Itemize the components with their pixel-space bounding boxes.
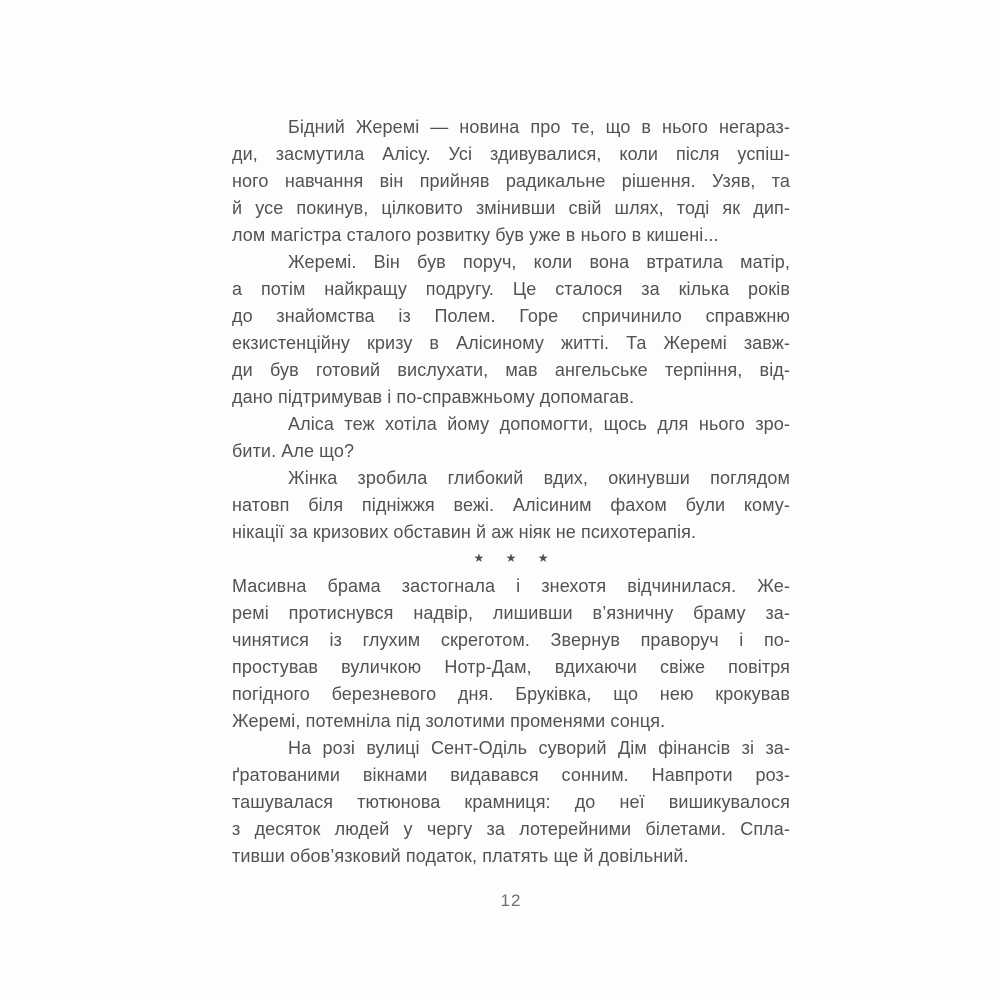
paragraph-line: ремі протиснувся надвір, лишивши в’язничну браму за- — [232, 603, 790, 623]
paragraph-line: бити. Але що? — [232, 441, 355, 461]
section-separator: ★ ★ ★ — [473, 551, 558, 565]
paragraph-line: Жеремі, потемніла під золотими променями сонця. — [232, 711, 666, 731]
paragraph-line: тивши обов’язковий податок, платять ще й довільний. — [232, 846, 689, 866]
paragraph-line: лом магістра сталого розвитку був уже в нього в кишені... — [232, 225, 719, 245]
paragraph-line: Масивна брама застогнала і знехотя відчинилася. Же- — [232, 576, 790, 596]
paragraph-line: На розі вулиці Сент-Оділь суворий Дім фінансів зі за- — [288, 738, 790, 758]
paragraph-line: й усе покинув, цілковито змінивши свій шлях, тоді як дип- — [232, 198, 790, 218]
paragraph-line: до знайомства із Полем. Горе спричинило справжню — [232, 306, 790, 326]
paragraph-line: Жінка зробила глибокий вдих, окинувши поглядом — [288, 468, 790, 488]
paragraph-line: нікації за кризових обставин й аж ніяк не психотерапія. — [232, 522, 697, 542]
paragraph-line: ташувалася тютюнова крамниця: до неї вишикувалося — [232, 792, 790, 812]
paragraph-line: дано підтримував і по-справжньому допомагав. — [232, 387, 635, 407]
paragraph-line: з десяток людей у чергу за лотерейними білетами. Спла- — [232, 819, 790, 839]
paragraph-line: Аліса теж хотіла йому допомогти, щось для нього зро- — [288, 414, 790, 434]
paragraph-line: ґратованими вікнами видавався сонним. Навпроти роз- — [232, 765, 790, 785]
page-number: 12 — [500, 891, 522, 910]
paragraph-line: ди, засмутила Алісу. Усі здивувалися, коли після успіш- — [232, 144, 790, 164]
paragraph-line: погідного березневого дня. Бруківка, що нею крокував — [232, 684, 790, 704]
paragraph-line: екзистенційну кризу в Алісиному житті. Та Жеремі завж- — [232, 333, 790, 353]
paragraph-line: Бідний Жеремі — новина про те, що в нього негараз- — [288, 117, 790, 137]
paragraph-line: ного навчання він прийняв радикальне рішення. Узяв, та — [232, 171, 790, 191]
paragraph-line: ди був готовий вислухати, мав ангельське терпіння, від- — [232, 360, 790, 380]
paragraph-line: простував вуличкою Нотр-Дам, вдихаючи свіже повітря — [232, 657, 790, 677]
paragraph-line: Жеремі. Він був поруч, коли вона втратила матір, — [288, 252, 790, 272]
paragraph-line: натовп біля підніжжя вежі. Алісиним фахом були кому- — [232, 495, 790, 515]
paragraph-line: чинятися із глухим скреготом. Звернув праворуч і по- — [232, 630, 790, 650]
paragraph-line: а потім найкращу подругу. Це сталося за кілька років — [232, 279, 790, 299]
text-block — [232, 114, 790, 870]
